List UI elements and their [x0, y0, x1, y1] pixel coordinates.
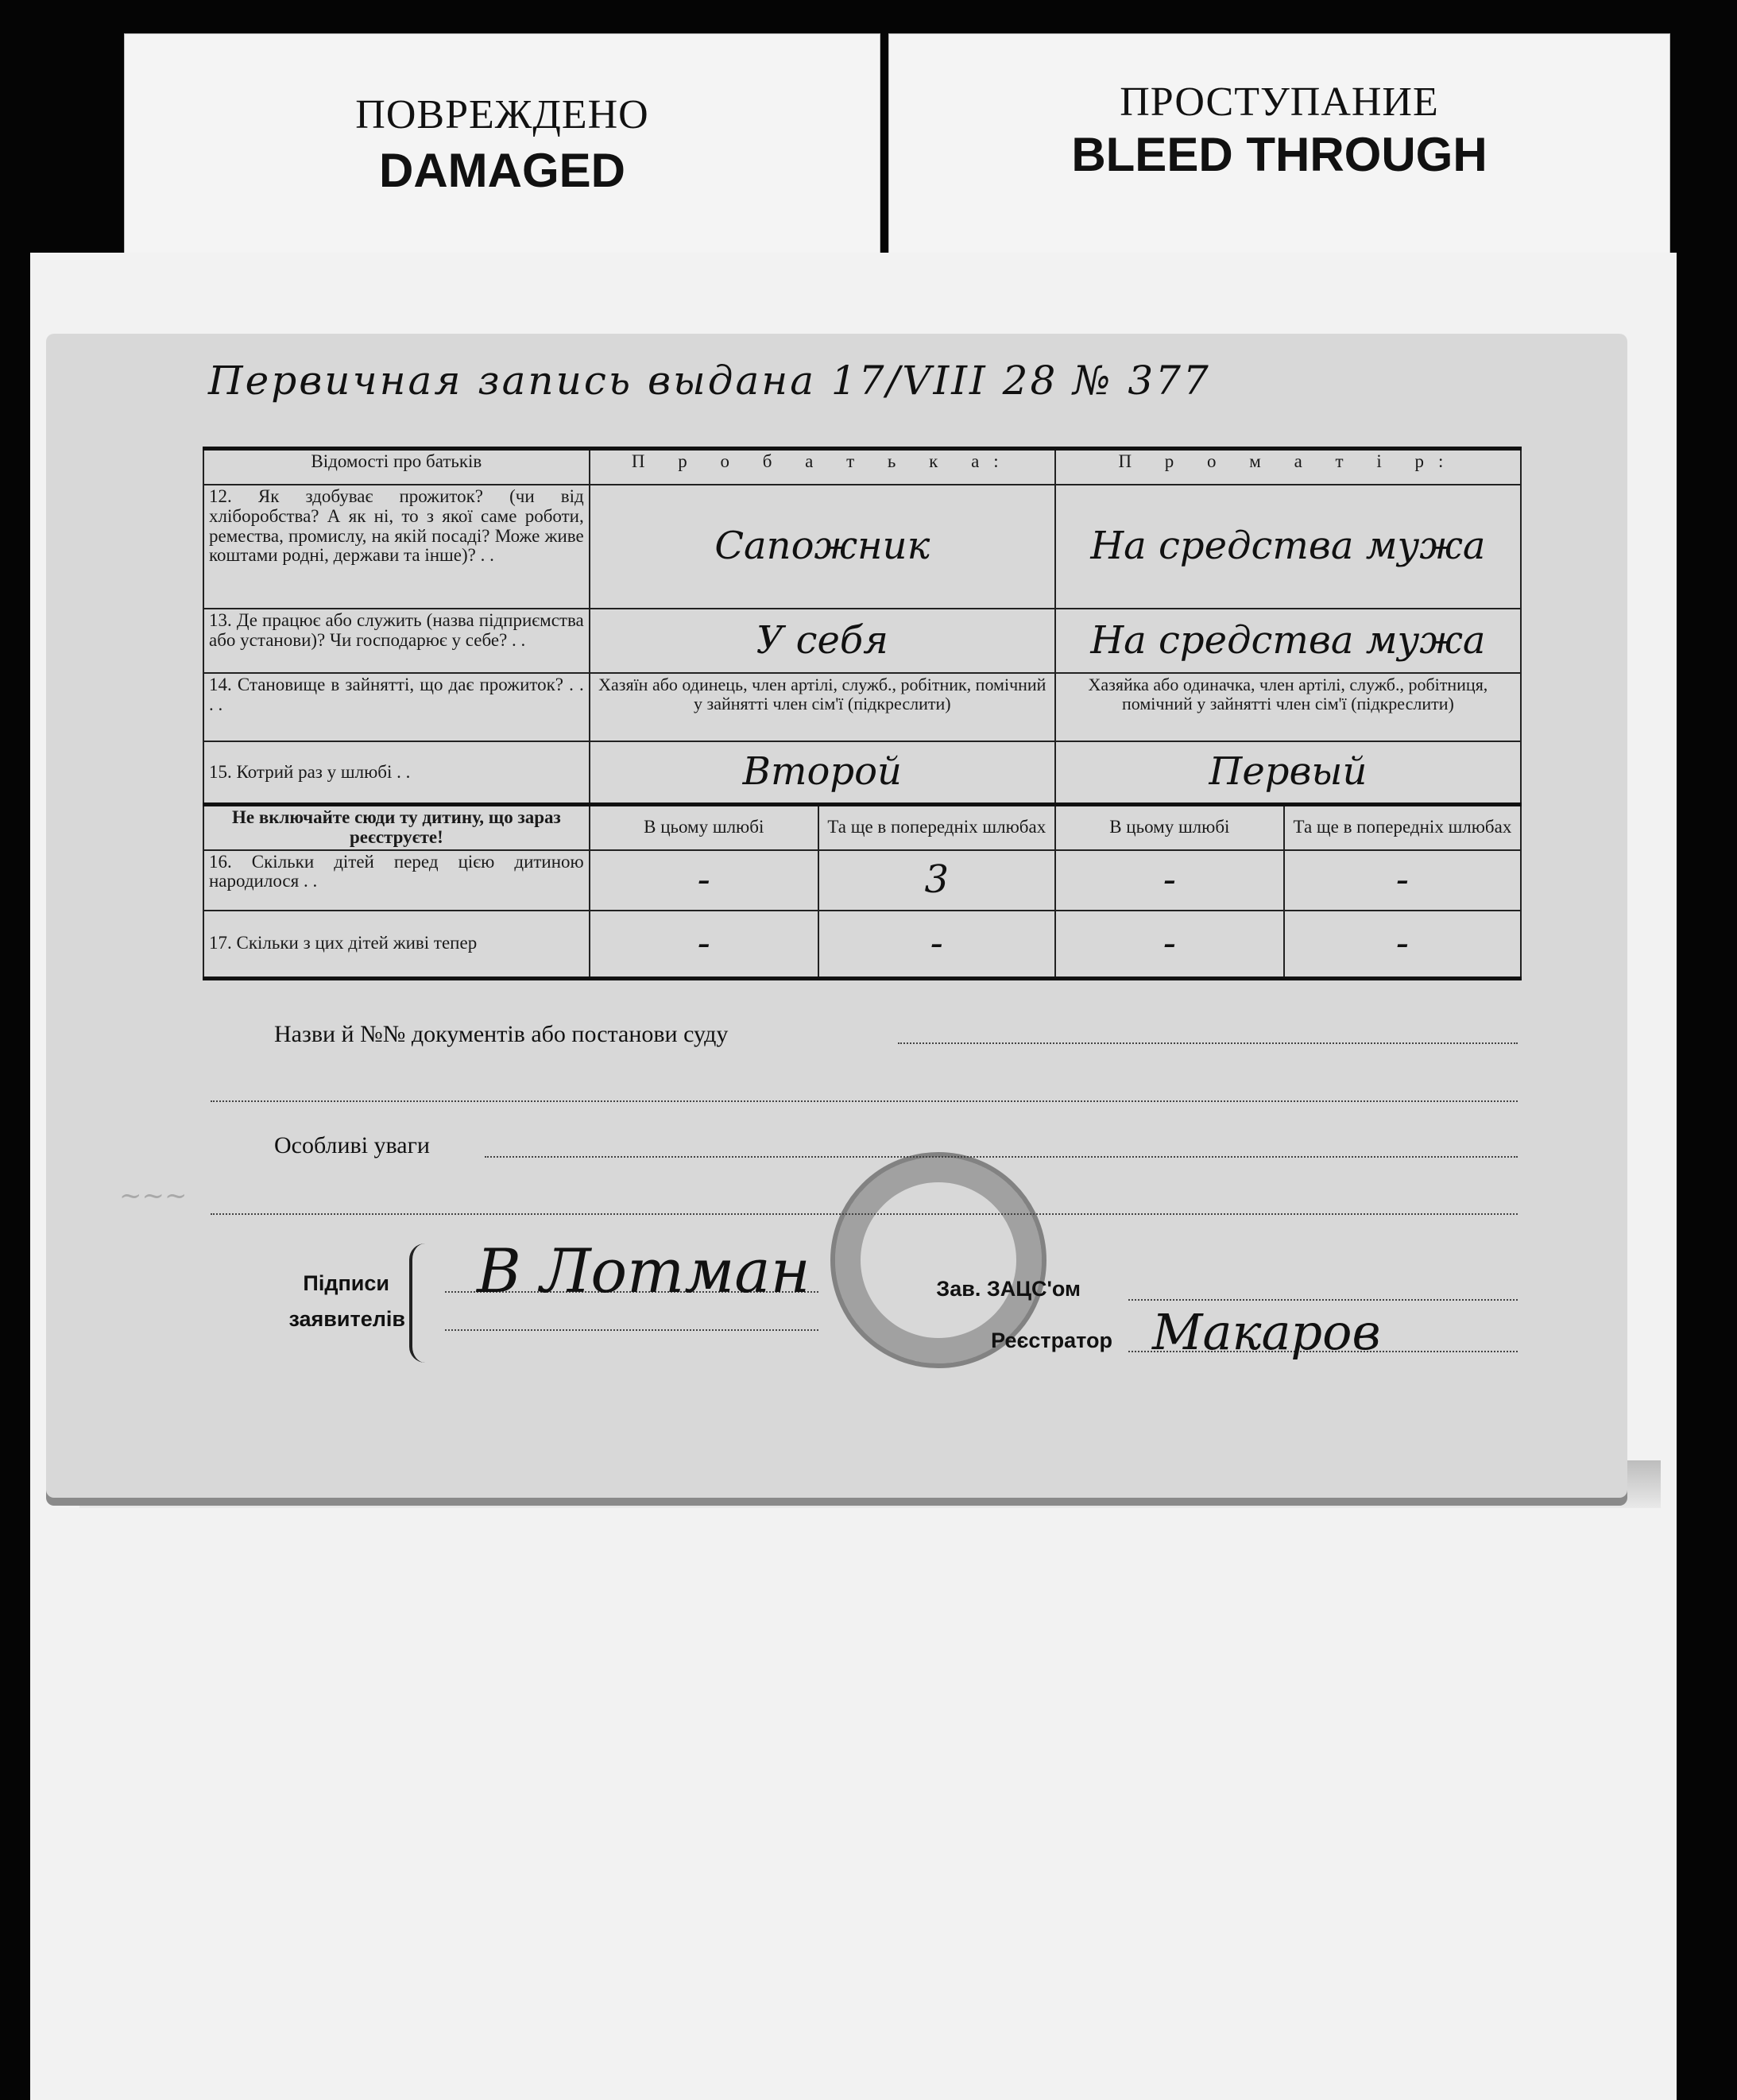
documents-dotline: [898, 1042, 1518, 1044]
answer-15-father: Второй: [590, 741, 1055, 805]
handwritten-header-note: Первичная запись выдана 17/VIII 28 № 377: [208, 358, 1211, 404]
parents-info-table: [203, 447, 1522, 980]
zags-head-label: Зав. ЗАЦС'ом: [936, 1277, 1081, 1301]
bleed-label-en: BLEED THROUGH: [1071, 128, 1487, 181]
header-father: П р о б а т ь к а:: [590, 449, 1055, 485]
exclusion-warning: Не включайте сюди ту дитину, що зараз реєструєте!: [203, 805, 590, 850]
damaged-label-ru: ПОВРЕЖДЕНО: [355, 92, 649, 137]
damaged-label-en: DAMAGED: [379, 144, 625, 197]
table-row: [203, 741, 1521, 805]
table-row: [203, 850, 1521, 911]
question-13: 13. Де працює або служить (назва підприємства або установи)? Чи господарює у себе? . .: [203, 609, 590, 673]
answer-16-father-prev: 3: [818, 850, 1055, 911]
mother-prev-marriages-header: Та ще в попередніх шлюбах: [1284, 805, 1521, 850]
remarks-label: Особливі уваги: [274, 1132, 430, 1158]
answer-12-father: Сапожник: [590, 485, 1055, 609]
answer-16-father-this: -: [590, 850, 818, 911]
answer-13-father: У себя: [590, 609, 1055, 673]
question-16: 16. Скільки дітей перед цією дитиною народилося . .: [203, 850, 590, 911]
answer-17-mother-prev: -: [1284, 911, 1521, 979]
table-subheader-row: [203, 805, 1521, 850]
answer-14-father: Хазяїн або одинець, член артілі, служб., робітник, помічний у зайнятті член сім'ї (підкреслити): [590, 673, 1055, 741]
question-12: 12. Як здобуває прожиток? (чи від хліборобства? А як ні, то з якої саме роботи, ремества, промислу, на якій посаді? Може живе коштами родні, держави та інше)? . .: [203, 485, 590, 609]
bleed-label-ru: ПРОСТУПАНИЕ: [1120, 79, 1439, 125]
answer-13-mother: На средства мужа: [1055, 609, 1521, 673]
damaged-tab: [124, 33, 880, 254]
table-header-row: [203, 449, 1521, 485]
header-parents-info: Відомості про батьків: [203, 449, 590, 485]
answer-17-mother-this: -: [1055, 911, 1284, 979]
mother-this-marriage-header: В цьому шлюбі: [1055, 805, 1284, 850]
answer-15-mother: Первый: [1055, 741, 1521, 805]
answer-17-father-this: -: [590, 911, 818, 979]
table-row: [203, 673, 1521, 741]
question-14: 14. Становище в зайнятті, що дає прожиток? . . . .: [203, 673, 590, 741]
bleed-through-mark: ~~~: [119, 1180, 188, 1212]
registrar-label: Реєстратор: [991, 1328, 1112, 1352]
signatures-label-2: заявителів: [288, 1307, 405, 1331]
signature-brace: [409, 1243, 431, 1363]
table-row: [203, 485, 1521, 609]
remarks-dotline: [485, 1156, 1518, 1158]
answer-16-mother-prev: -: [1284, 850, 1521, 911]
answer-17-father-prev: -: [818, 911, 1055, 979]
documents-label: Назви й №№ документів або постанови суду: [274, 1021, 729, 1047]
question-17: 17. Скільки з цих дітей живі тепер: [203, 911, 590, 979]
table-row: [203, 609, 1521, 673]
zags-head-line: [1128, 1299, 1518, 1301]
bleed-through-tab: [888, 33, 1670, 254]
header-mother: П р о м а т і р:: [1055, 449, 1521, 485]
applicant-signature: В Лотман: [477, 1236, 810, 1306]
table-row: [203, 911, 1521, 979]
answer-16-mother-this: -: [1055, 850, 1284, 911]
question-15: 15. Котрий раз у шлюбі . .: [203, 741, 590, 805]
documents-dotline-2: [211, 1100, 1518, 1102]
answer-14-mother: Хазяйка або одиначка, член артілі, служб., робітниця, помічний у зайнятті член сім'ї (підкреслити): [1055, 673, 1521, 741]
answer-12-mother: На средства мужа: [1055, 485, 1521, 609]
registrar-signature: Макаров: [1152, 1303, 1381, 1361]
father-this-marriage-header: В цьому шлюбі: [590, 805, 818, 850]
signatures-label-1: Підписи: [303, 1271, 389, 1295]
father-prev-marriages-header: Та ще в попередніх шлюбах: [818, 805, 1055, 850]
applicant-signature-line-2: [445, 1329, 818, 1331]
